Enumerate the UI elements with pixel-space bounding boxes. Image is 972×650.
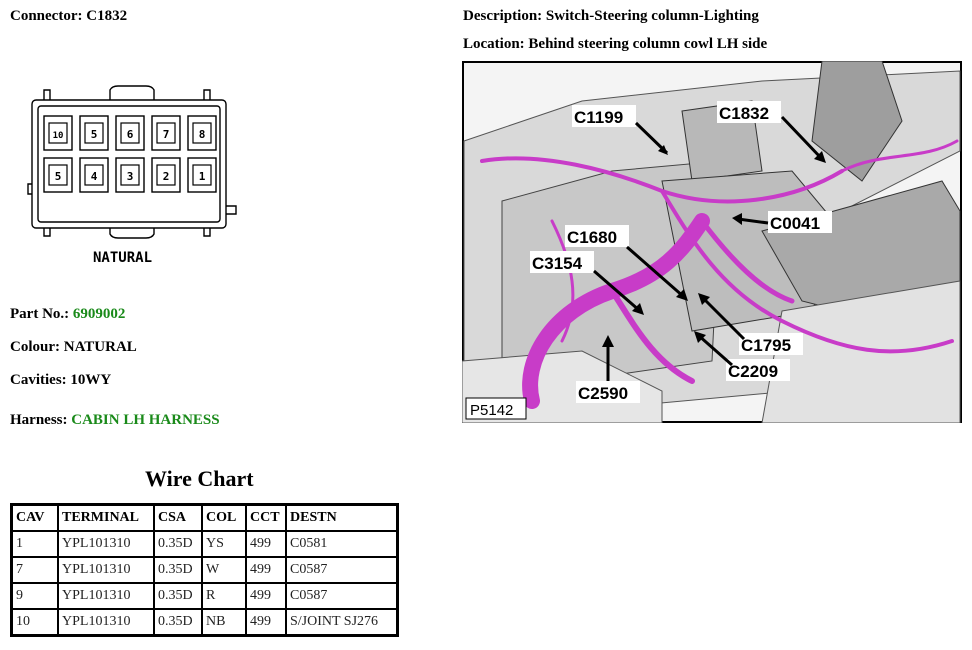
cell-col: NB [202, 609, 246, 636]
connector-pin-number: 2 [162, 170, 170, 183]
connector-pin-number: 3 [126, 170, 134, 183]
table-row [12, 531, 398, 557]
connector-title: Connector: C1832 [10, 8, 128, 24]
column-header-csa: CSA [154, 505, 202, 532]
callout-c1199: C1199 [574, 108, 624, 127]
cell-csa: 0.35D [154, 583, 202, 609]
connector-pin-number: 5 [54, 170, 62, 183]
connector-colour-label: NATURAL [93, 250, 153, 266]
cavities-text: Cavities: 10WY [10, 372, 112, 388]
callout-c2209: C2209 [728, 362, 779, 381]
callout-c1832: C1832 [719, 104, 770, 123]
part-number [10, 306, 125, 323]
cell-terminal: YPL101310 [58, 583, 154, 609]
cell-cct: 499 [246, 583, 286, 609]
cell-cav: 9 [12, 583, 59, 609]
table-row [12, 609, 398, 636]
cell-destn: S/JOINT SJ276 [286, 609, 398, 636]
connector-pins-bottom-row [44, 158, 216, 192]
callout-c3154: C3154 [532, 254, 583, 273]
cell-col: R [202, 583, 246, 609]
cell-terminal: YPL101310 [58, 609, 154, 636]
callout-c2590: C2590 [578, 384, 629, 403]
cell-cav: 10 [12, 609, 59, 636]
cell-col: YS [202, 531, 246, 557]
connector-pin-number: 7 [162, 128, 170, 141]
table-header-row [12, 505, 398, 532]
cell-csa: 0.35D [154, 531, 202, 557]
callout-c1680: C1680 [567, 228, 618, 247]
cell-cav: 1 [12, 531, 59, 557]
cell-terminal: YPL101310 [58, 557, 154, 583]
connector-pin-number: 10 [52, 131, 64, 141]
cell-cav: 7 [12, 557, 59, 583]
connector-pin-number: 8 [198, 128, 206, 141]
location-picture [462, 61, 962, 423]
cell-col: W [202, 557, 246, 583]
cell-cct: 499 [246, 609, 286, 636]
table-row [12, 583, 398, 609]
cell-cct: 499 [246, 531, 286, 557]
column-header-destn: DESTN [286, 505, 398, 532]
cell-terminal: YPL101310 [58, 531, 154, 557]
harness [10, 412, 220, 429]
harness-label: Harness: [10, 412, 72, 428]
column-header-cav: CAV [12, 505, 59, 532]
connector-face-diagram [14, 84, 244, 244]
wire-chart-title: Wire Chart [145, 466, 254, 491]
cell-destn: C0587 [286, 583, 398, 609]
connector-pin-number: 1 [198, 170, 206, 183]
location-text: Location: Behind steering column cowl LH side [463, 36, 768, 52]
column-header-terminal: TERMINAL [58, 505, 154, 532]
cell-destn: C0581 [286, 531, 398, 557]
connector-pin-number: 6 [126, 128, 134, 141]
connector-pins-top-row [44, 116, 216, 150]
cell-cct: 499 [246, 557, 286, 583]
cell-csa: 0.35D [154, 557, 202, 583]
cell-csa: 0.35D [154, 609, 202, 636]
figure-id: P5142 [470, 402, 514, 419]
callout-c1795: C1795 [741, 336, 792, 355]
connector-pin-number: 5 [90, 128, 98, 141]
part-number-label: Part No.: [10, 306, 73, 322]
column-header-cct: CCT [246, 505, 286, 532]
table-row [12, 557, 398, 583]
colour-text: Colour: NATURAL [10, 339, 137, 355]
wire-chart-table [10, 503, 399, 637]
description-text: Description: Switch-Steering column-Lighting [463, 8, 759, 24]
column-header-col: COL [202, 505, 246, 532]
part-number-link[interactable]: 6909002 [72, 306, 126, 322]
connector-pin-number: 4 [90, 170, 98, 183]
harness-link[interactable]: CABIN LH HARNESS [71, 412, 220, 428]
callout-c0041: C0041 [770, 214, 821, 233]
cell-destn: C0587 [286, 557, 398, 583]
